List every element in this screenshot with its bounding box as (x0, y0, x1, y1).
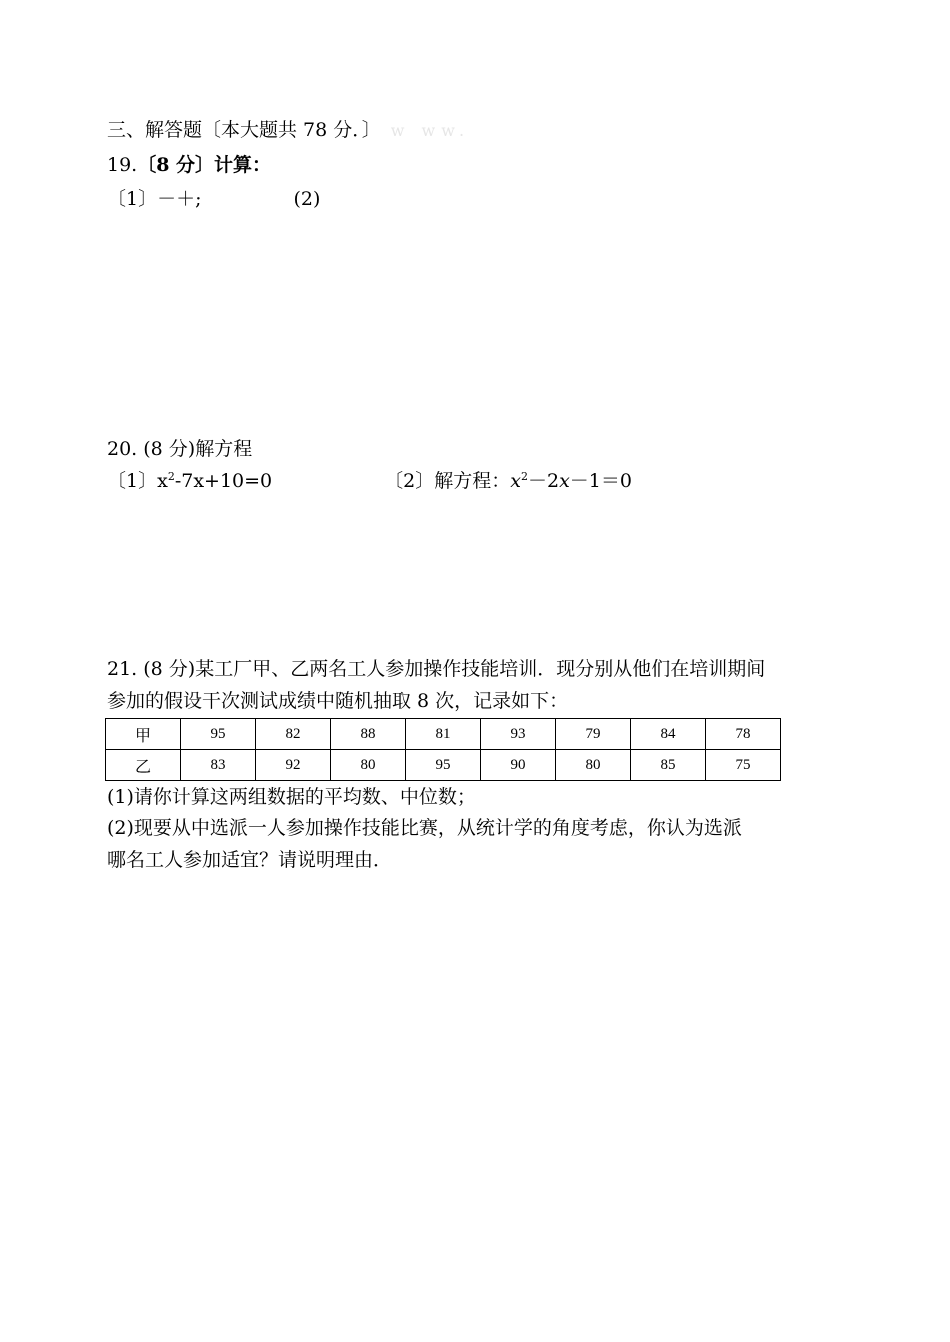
table-cell: 93 (481, 719, 556, 750)
table-cell: 83 (181, 750, 256, 781)
table-cell: 85 (631, 750, 706, 781)
table-cell: 92 (256, 750, 331, 781)
question-21-sub-2-line-1: (2)现要从中选派一人参加操作技能比赛，从统计学的角度考虑，你认为选派 (107, 817, 742, 839)
section-heading (107, 117, 470, 144)
question-19-part-1: 〔1〕－＋; (107, 188, 202, 210)
question-19-part-2: (2) (293, 188, 321, 210)
table-cell: 80 (556, 750, 631, 781)
table-cell: 82 (256, 719, 331, 750)
table-cell: 80 (331, 750, 406, 781)
table-cell-label: 甲 (106, 719, 181, 750)
question-20-part-2: 〔2〕解方程：$x^2-2x-1=0$ (384, 470, 632, 492)
question-19-parts (107, 186, 320, 212)
question-21-line-1: 21. (8 分)某工厂甲、乙两名工人参加操作技能培训．现分别从他们在培训期间 (107, 658, 766, 680)
table-cell: 84 (631, 719, 706, 750)
table-row (106, 719, 781, 750)
question-19-title (107, 152, 271, 178)
question-20-title: 20. (8 分)解方程 (107, 438, 253, 460)
question-21-sub-2-line-2: 哪名工人参加适宜？请说明理由． (107, 849, 393, 871)
watermark-text: w ww. (390, 121, 471, 140)
table-cell: 90 (481, 750, 556, 781)
question-20-part-1: 〔1〕$x^2-7x+10=0$ (107, 470, 273, 492)
question-21-line-2: 参加的假设干次测试成绩中随机抽取 8 次，记录如下： (107, 690, 569, 712)
table-cell: 95 (181, 719, 256, 750)
table-cell: 79 (556, 719, 631, 750)
table-cell: 78 (706, 719, 781, 750)
question-19-score: 〔8 分〕计算： (137, 154, 272, 176)
table-cell-label: 乙 (106, 750, 181, 781)
question-21-sub-1: (1)请你计算这两组数据的平均数、中位数； (107, 786, 476, 808)
table-cell: 81 (406, 719, 481, 750)
section-heading-text: 三、解答题〔本大题共 78 分．〕 (107, 119, 381, 141)
question-20-parts (107, 468, 632, 494)
table-cell: 75 (706, 750, 781, 781)
table-row (106, 750, 781, 781)
question-19-number: 19. (107, 154, 138, 176)
table-cell: 88 (331, 719, 406, 750)
table-cell: 95 (406, 750, 481, 781)
scores-table (105, 718, 781, 781)
